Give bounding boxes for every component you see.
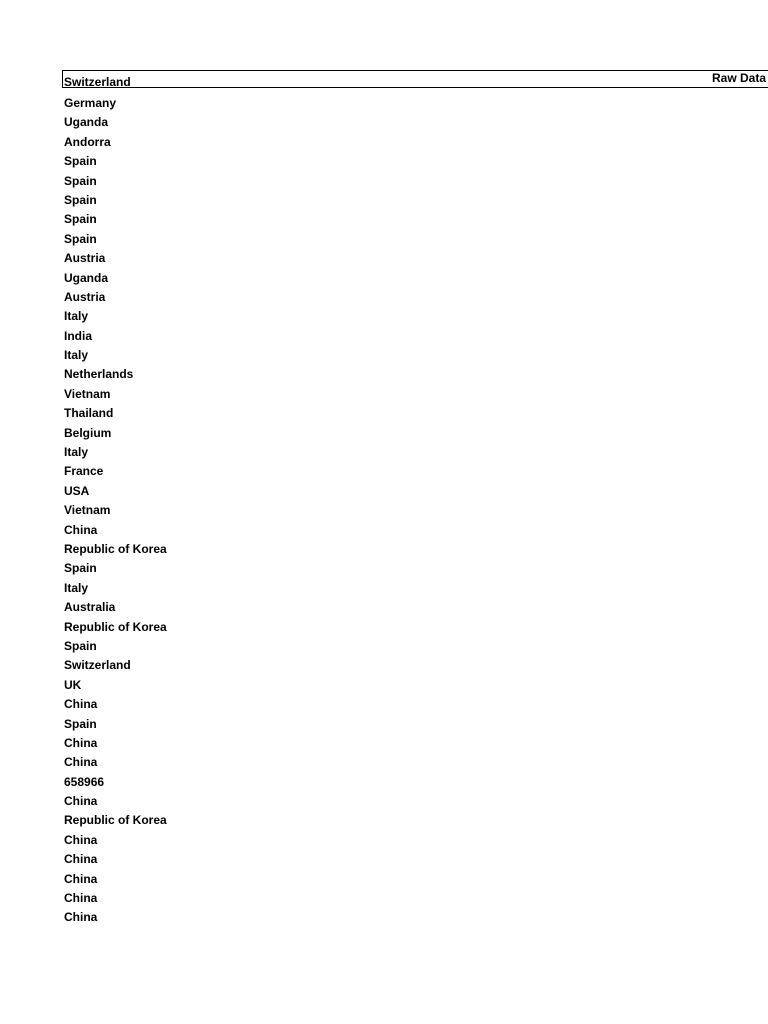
list-item: Australia (64, 600, 116, 615)
list-item: China (64, 755, 98, 770)
list-item: Italy (64, 580, 89, 595)
list-item: China (64, 871, 98, 886)
list-item: India (64, 328, 93, 343)
list-item: Austria (64, 289, 106, 304)
list-item: Spain (64, 192, 97, 207)
list-item: China (64, 794, 98, 809)
list-item: Uganda (64, 270, 109, 285)
list-item: Belgium (64, 425, 112, 440)
list-item: Austria (64, 251, 106, 266)
raw-data-label: Raw Data (712, 71, 767, 85)
country-list (64, 94, 167, 928)
list-item: Spain (64, 173, 97, 188)
list-item: Spain (64, 638, 97, 653)
list-item: Vietnam (64, 386, 111, 401)
list-item: Vietnam (64, 503, 111, 518)
list-item: China (64, 697, 98, 712)
list-item: Andorra (64, 134, 111, 149)
list-item: China (64, 832, 98, 847)
list-item: Spain (64, 212, 97, 227)
list-item: China (64, 910, 98, 925)
list-item: Republic of Korea (64, 541, 167, 556)
list-item: USA (64, 483, 90, 498)
list-item: Republic of Korea (64, 619, 167, 634)
list-item: Italy (64, 348, 89, 363)
list-item: Netherlands (64, 367, 134, 382)
list-item: Spain (64, 154, 97, 169)
list-item: France (64, 464, 104, 479)
header-first-cell: Switzerland (64, 75, 131, 89)
list-item: China (64, 735, 98, 750)
list-item: Switzerland (64, 658, 131, 673)
header-row (62, 70, 768, 88)
list-item: Italy (64, 445, 89, 460)
list-item: China (64, 522, 98, 537)
list-item: Spain (64, 716, 97, 731)
list-item: Spain (64, 231, 97, 246)
list-item: Germany (64, 96, 117, 110)
list-item: China (64, 852, 98, 867)
list-item: Spain (64, 561, 97, 576)
list-item: China (64, 891, 98, 906)
list-item: 658966 (64, 774, 105, 789)
list-item: UK (64, 677, 82, 692)
list-item: Uganda (64, 115, 109, 130)
list-item: Italy (64, 309, 89, 324)
list-item: Thailand (64, 406, 114, 421)
list-item: Republic of Korea (64, 813, 167, 828)
